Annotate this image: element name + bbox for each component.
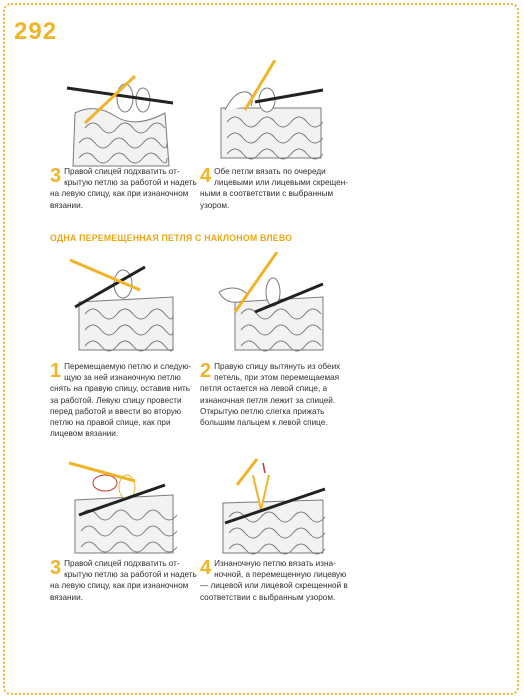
knitting-illustration-top-3 <box>65 68 177 168</box>
knitting-illustration-step-2 <box>215 252 327 352</box>
step-number: 1 <box>50 360 62 382</box>
step-number: 4 <box>200 557 212 579</box>
step-4 <box>200 558 350 603</box>
step-1 <box>50 361 200 439</box>
step-text: Перемещаемую петлю и следующую за ней изнаночную петлю снять на правую спицу, оставив нить за работой. Левую спицу провести перед работой и ввести во вторую петлю на правой спице, как при лицевом вязании. <box>50 362 192 439</box>
knitting-illustration-top-4 <box>215 60 327 160</box>
step-2 <box>200 361 350 428</box>
step-top-3 <box>50 166 200 211</box>
step-top-4 <box>200 166 350 211</box>
step-text: Изнаночную петлю вязать изнаночной, а перемещенную лицевую — лицевой или лицевой скрещенной в соответствии с выбранным узором. <box>200 559 348 602</box>
knitting-illustration-step-3 <box>65 455 177 555</box>
step-number: 2 <box>200 360 212 382</box>
step-text: Правой спицей подхватить открытую петлю за работой и надеть на левую спицу, как при изнаночном вязании. <box>50 559 197 602</box>
page-number: 292 <box>14 18 58 45</box>
section-title: ОДНА ПЕРЕМЕЩЕННАЯ ПЕТЛЯ С НАКЛОНОМ ВЛЕВО <box>50 233 293 243</box>
step-text: Правой спицей подхватить открытую петлю за работой и надеть на левую спицу, как при изнаночном вязании. <box>50 167 197 210</box>
step-text: Обе петли вязать по очереди лицевыми или лицевыми скрещенными в соответствии с выбранным узором. <box>200 167 348 210</box>
step-number: 3 <box>50 557 62 579</box>
knitting-illustration-step-1 <box>65 252 177 352</box>
step-number: 3 <box>50 165 62 187</box>
step-text: Правую спицу вытянуть из обеих петель, при этом перемещаемая петля остается на левой спице, а изнаночная петля лежит за спицей. Открытую петлю слегка прижать большим пальцем к левой спице. <box>200 362 341 428</box>
step-number: 4 <box>200 165 212 187</box>
knitting-illustration-step-4 <box>215 455 327 555</box>
step-3 <box>50 558 200 603</box>
